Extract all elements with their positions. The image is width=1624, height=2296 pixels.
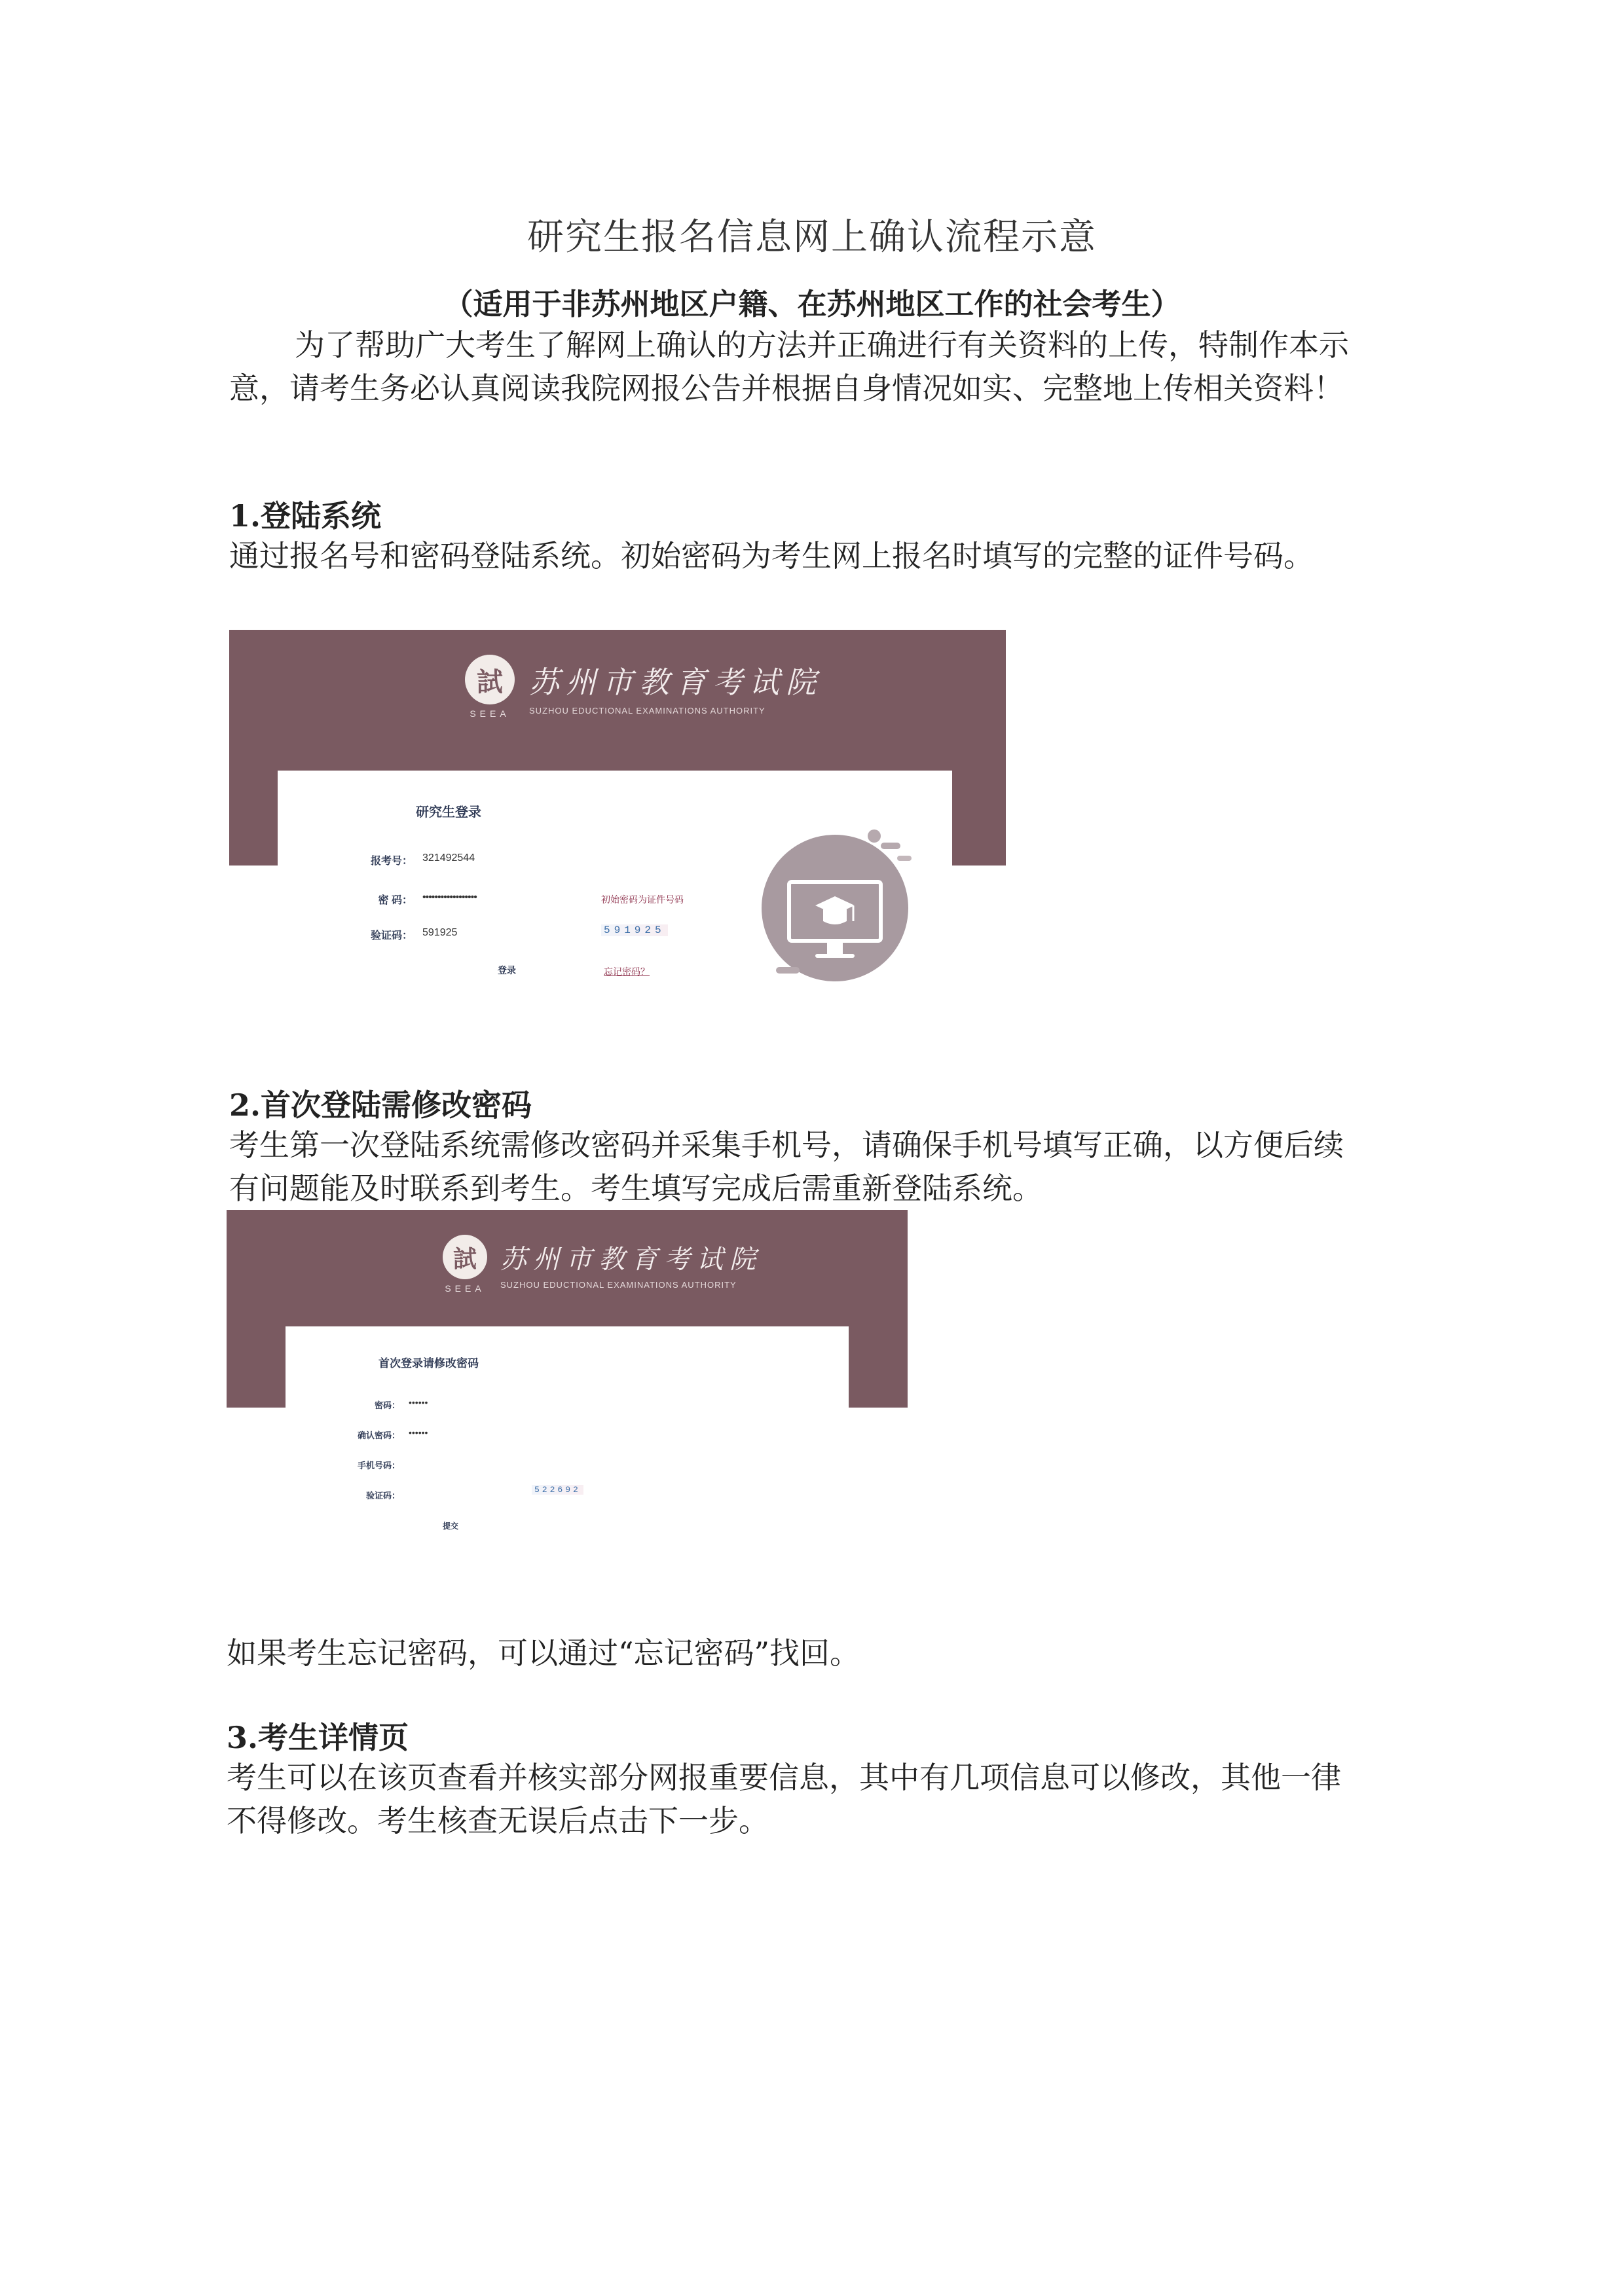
new-password-input[interactable]: ••••••: [409, 1397, 428, 1408]
change-password-screenshot: [227, 1210, 908, 1550]
org-name-cn: 苏州市教育考试院: [529, 664, 822, 700]
captcha-input[interactable]: [409, 1486, 540, 1499]
section-1-heading: 1.登陆系统: [229, 498, 382, 534]
login-screenshot: [229, 630, 1006, 1002]
change-password-title: 首次登录请修改密码: [378, 1357, 479, 1370]
section-2-text: 考生第一次登陆系统需修改密码并采集手机号，请确保手机号填写正确，以方便后续有问题能及时联系到考生。考生填写完成后需重新登陆系统。: [229, 1127, 1344, 1206]
login-button[interactable]: 登录: [498, 965, 516, 975]
document-title: 研究生报名信息网上确认流程示意: [527, 216, 1097, 259]
phone-input[interactable]: [409, 1457, 566, 1470]
password-label: 密 码：: [378, 895, 413, 906]
new-password-label: 密码：: [374, 1400, 400, 1410]
seal-icon: 試: [465, 655, 515, 704]
org-name-en: SUZHOU EDUCTIONAL EXAMINATIONS AUTHORITY: [500, 1280, 737, 1290]
captcha-image[interactable]: 591925: [601, 924, 668, 936]
intro-paragraph: 为了帮助广大考生了解网上确认的方法并正确进行有关资料的上传，特制作本示意，请考生务必认真阅读我院网报公告并根据自身情况如实、完整地上传相关资料！: [229, 327, 1349, 406]
forgot-password-link[interactable]: 忘记密码？: [604, 966, 650, 977]
password-hint: 初始密码为证件号码: [601, 894, 684, 905]
section-2-heading: 2.首次登陆需修改密码: [229, 1087, 532, 1123]
seal-icon: 試: [443, 1235, 487, 1279]
confirm-password-input[interactable]: ••••••: [409, 1427, 428, 1438]
org-logo: [465, 655, 822, 719]
phone-label: 手机号码：: [357, 1461, 400, 1470]
section-3-heading: 3.考生详情页: [227, 1720, 409, 1755]
forgot-password-note: 如果考生忘记密码，可以通过“忘记密码”找回。: [227, 1635, 860, 1671]
captcha-label: 验证码：: [365, 1491, 400, 1501]
org-name-cn: 苏州市教育考试院: [500, 1245, 762, 1275]
captcha-image[interactable]: 522692: [532, 1485, 583, 1495]
org-name-en: SUZHOU EDUCTIONAL EXAMINATIONS AUTHORITY: [529, 705, 766, 716]
captcha-label: 验证码：: [370, 930, 413, 941]
submit-button[interactable]: 提交: [443, 1522, 459, 1531]
confirm-password-label: 确认密码：: [357, 1430, 400, 1440]
monitor-graduation-cap-icon: [750, 816, 920, 990]
seal-label: SEEA: [445, 1283, 485, 1294]
reg-number-label: 报考号：: [370, 856, 413, 867]
section-3-text: 考生可以在该页查看并核实部分网报重要信息，其中有几项信息可以修改，其他一律不得修改。考生核查无误后点击下一步。: [227, 1760, 1341, 1838]
password-input[interactable]: ••••••••••••••••••: [422, 892, 477, 903]
seal-label: SEEA: [470, 708, 510, 719]
captcha-input[interactable]: 591925: [422, 927, 458, 938]
reg-number-input[interactable]: 321492544: [422, 852, 475, 864]
login-form-title: 研究生登录: [416, 805, 481, 820]
document-subtitle: （适用于非苏州地区户籍、在苏州地区工作的社会考生）: [443, 287, 1181, 321]
org-logo: [443, 1235, 762, 1294]
section-1-text: 通过报名号和密码登陆系统。初始密码为考生网上报名时填写的完整的证件号码。: [229, 538, 1314, 574]
